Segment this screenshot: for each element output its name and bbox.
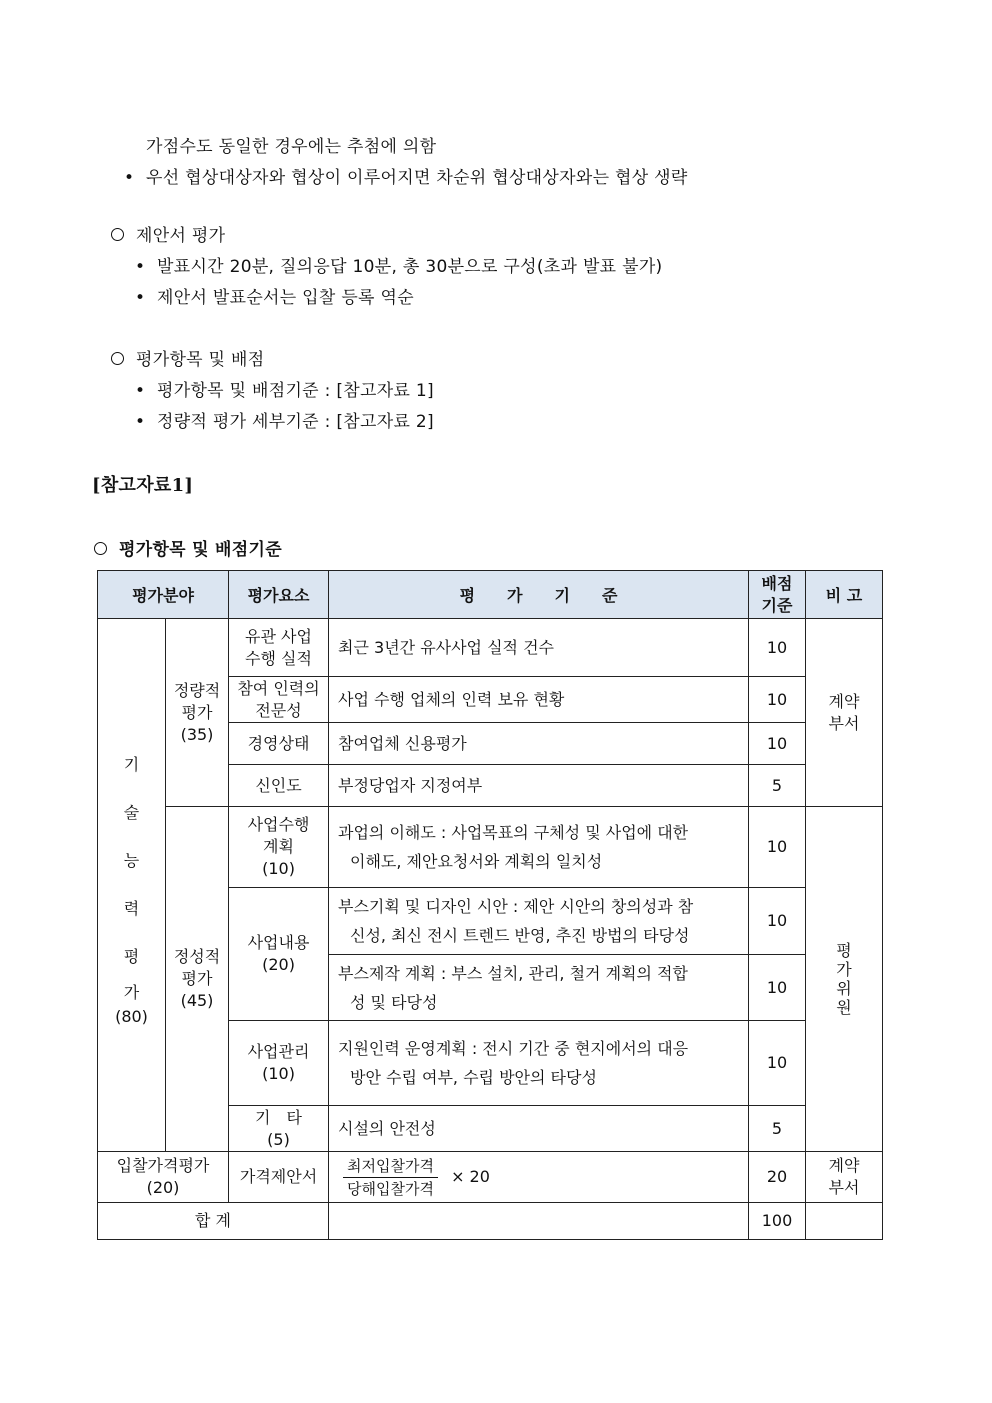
eval-items-item-2 xyxy=(135,407,434,432)
tech-char: 가 xyxy=(123,983,140,1002)
criteria-l2: 방안 수립 여부, 수립 방안의 타당성 xyxy=(350,1068,597,1087)
element-l2: (20) xyxy=(262,955,295,974)
header-score-line1: 배점 xyxy=(761,573,793,593)
circle-icon xyxy=(111,352,124,365)
element-cell xyxy=(229,807,329,888)
criteria-cell: 시설의 안전성 xyxy=(329,1106,749,1152)
bullet-icon: • xyxy=(135,381,146,401)
element-l1: 사업관리 xyxy=(247,1042,310,1061)
header-score-line2: 기준 xyxy=(761,595,793,615)
score-cell: 10 xyxy=(749,955,806,1021)
evaluation-table xyxy=(97,570,883,1240)
tech-category-cell xyxy=(98,619,166,1152)
eval-items-heading-text: 평가항목 및 배점 xyxy=(136,350,265,370)
circle-icon xyxy=(94,542,107,555)
eval-items-heading xyxy=(111,345,264,370)
tech-char: 능 xyxy=(123,851,140,870)
qual-l2: 평가 xyxy=(181,969,213,988)
criteria-l1: 과업의 이해도 : 사업목표의 구체성 및 사업에 대한 xyxy=(338,823,689,842)
total-row xyxy=(98,1203,883,1240)
intro-line-1: 가점수도 동일한 경우에는 추첨에 의함 xyxy=(146,137,437,157)
score-cell: 20 xyxy=(749,1152,806,1203)
element-l2: 전문성 xyxy=(255,700,302,720)
element-l2: (10) xyxy=(262,1064,295,1083)
tech-char: 기 xyxy=(123,755,140,774)
header-category: 평가분야 xyxy=(98,571,229,619)
element-l2: (5) xyxy=(267,1129,290,1149)
criteria-l1: 부스기획 및 디자인 시안 : 제안 시안의 창의성과 참 xyxy=(338,897,694,916)
criteria-cell xyxy=(329,1021,749,1106)
total-empty-cell xyxy=(329,1203,749,1240)
criteria-cell: 최근 3년간 유사사업 실적 건수 xyxy=(329,619,749,677)
criteria-l2: 성 및 타당성 xyxy=(350,992,438,1012)
remark-char: 평 xyxy=(836,941,852,960)
remark-l2: 부서 xyxy=(828,1178,860,1197)
bullet-icon: • xyxy=(135,412,146,432)
price-row xyxy=(98,1152,883,1203)
table-row xyxy=(98,619,883,677)
fraction-numerator: 최저입찰가격 xyxy=(343,1156,438,1178)
fraction-denominator: 당해입찰가격 xyxy=(347,1179,434,1198)
bullet-icon: • xyxy=(124,168,135,188)
element-l1: 참여 인력의 xyxy=(237,678,320,698)
quant-category-cell xyxy=(166,619,229,807)
element-l1: 사업내용 xyxy=(247,933,310,952)
element-l3: (10) xyxy=(262,859,295,878)
criteria-l2: 이해도, 제안요청서와 계획의 일치성 xyxy=(350,852,603,871)
header-remark: 비 고 xyxy=(806,571,883,619)
bullet-icon: • xyxy=(135,257,146,277)
remark-l2: 부서 xyxy=(828,713,860,733)
total-label-cell: 합 계 xyxy=(98,1203,329,1240)
proposal-eval-item-1 xyxy=(135,252,662,277)
intro-line-2 xyxy=(124,163,688,188)
price-cat-l2: (20) xyxy=(146,1178,180,1197)
price-category-cell xyxy=(98,1152,229,1203)
quant-remark-cell xyxy=(806,619,883,807)
remark-char: 원 xyxy=(836,998,852,1017)
score-cell: 5 xyxy=(749,765,806,807)
element-cell xyxy=(229,888,329,1021)
proposal-eval-item-2-text: 제안서 발표순서는 입찰 등록 역순 xyxy=(157,288,414,308)
price-cat-l1: 입찰가격평가 xyxy=(116,1156,210,1175)
score-cell: 10 xyxy=(749,723,806,765)
criteria-cell xyxy=(329,888,749,955)
score-cell: 10 xyxy=(749,888,806,955)
score-cell: 5 xyxy=(749,1106,806,1152)
circle-icon xyxy=(111,228,124,241)
criteria-l1: 부스제작 계획 : 부스 설치, 관리, 철거 계획의 적합 xyxy=(338,963,688,983)
element-l2: 수행 실적 xyxy=(245,648,312,668)
price-formula-cell xyxy=(329,1152,749,1203)
criteria-l2: 신성, 최신 전시 트렌드 반영, 추진 방법의 타당성 xyxy=(350,926,690,945)
element-l2: 계획 xyxy=(263,837,294,856)
eval-items-item-1 xyxy=(135,376,434,401)
element-l1: 기 타 xyxy=(255,1107,302,1127)
element-cell xyxy=(229,1021,329,1106)
qual-remark-cell xyxy=(806,807,883,1152)
proposal-eval-item-2 xyxy=(135,283,414,308)
price-fraction xyxy=(343,1156,438,1199)
qual-points: (45) xyxy=(180,991,214,1010)
qual-category-cell xyxy=(166,807,229,1152)
price-element-cell: 가격제안서 xyxy=(229,1152,329,1203)
header-score xyxy=(749,571,806,619)
remark-l1: 계약 xyxy=(828,1156,860,1175)
qual-l1: 정성적 xyxy=(173,947,221,966)
tech-char: 술 xyxy=(123,803,140,822)
intro-line-2-text: 우선 협상대상자와 협상이 이루어지면 차순위 협상대상자와는 협상 생략 xyxy=(146,168,688,188)
score-cell: 10 xyxy=(749,1021,806,1106)
price-remark-cell xyxy=(806,1152,883,1203)
proposal-eval-item-1-text: 발표시간 20분, 질의응답 10분, 총 30분으로 구성(초과 발표 불가) xyxy=(157,257,663,277)
price-multiplier: × 20 xyxy=(451,1166,490,1186)
table-header-row xyxy=(98,571,883,619)
criteria-cell: 사업 수행 업체의 인력 보유 현황 xyxy=(329,677,749,723)
criteria-cell: 부정당업자 지정여부 xyxy=(329,765,749,807)
eval-items-item-1-text: 평가항목 및 배점기준 : [참고자료 1] xyxy=(157,381,434,401)
criteria-l1: 지원인력 운영계획 : 전시 기간 중 현지에서의 대응 xyxy=(338,1039,689,1058)
element-l1: 유관 사업 xyxy=(245,626,312,646)
remark-l1: 계약 xyxy=(828,691,860,711)
reference-title: [참고자료1] xyxy=(92,475,194,496)
table-row xyxy=(98,807,883,888)
eval-items-item-2-text: 정량적 평가 세부기준 : [참고자료 2] xyxy=(157,412,434,432)
quant-l1: 정량적 xyxy=(173,680,221,700)
total-score-cell: 100 xyxy=(749,1203,806,1240)
score-cell: 10 xyxy=(749,677,806,723)
proposal-eval-heading xyxy=(111,221,225,246)
proposal-eval-heading-text: 제안서 평가 xyxy=(136,226,226,246)
tech-char: 평 xyxy=(123,947,140,966)
criteria-cell: 참여업체 신용평가 xyxy=(329,723,749,765)
header-criteria: 평 가 기 준 xyxy=(329,571,749,619)
quant-l2: 평가 xyxy=(181,702,213,722)
criteria-cell xyxy=(329,807,749,888)
quant-points: (35) xyxy=(180,724,214,744)
remark-char: 가 xyxy=(836,960,852,979)
remark-char: 위 xyxy=(836,979,852,998)
element-cell xyxy=(229,619,329,677)
tech-points: (80) xyxy=(115,1007,148,1026)
total-remark-cell xyxy=(806,1203,883,1240)
score-cell: 10 xyxy=(749,619,806,677)
tech-char: 력 xyxy=(123,899,140,918)
element-cell: 경영상태 xyxy=(229,723,329,765)
element-cell xyxy=(229,677,329,723)
element-cell xyxy=(229,1106,329,1152)
bullet-icon: • xyxy=(135,288,146,308)
score-cell: 10 xyxy=(749,807,806,888)
element-cell: 신인도 xyxy=(229,765,329,807)
table-heading xyxy=(94,535,282,560)
criteria-cell xyxy=(329,955,749,1021)
table-heading-text: 평가항목 및 배점기준 xyxy=(119,540,282,560)
header-element: 평가요소 xyxy=(229,571,329,619)
element-l1: 사업수행 xyxy=(247,815,310,834)
